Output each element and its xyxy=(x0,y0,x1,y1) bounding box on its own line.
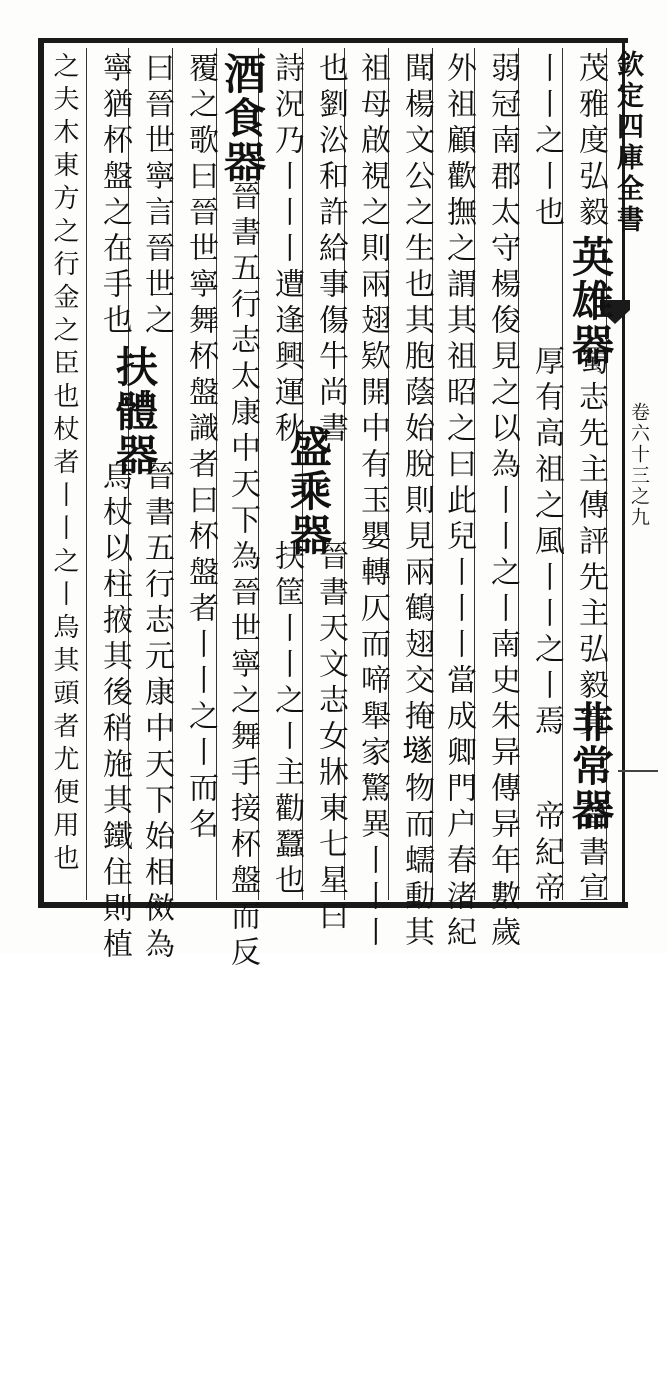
frame-top-border xyxy=(38,38,628,43)
text-column-4 xyxy=(434,52,480,952)
banxin-divider xyxy=(618,770,658,772)
entry-head-shengcheng xyxy=(284,425,333,557)
banxin-title: 欽定四庫全書 xyxy=(612,50,643,236)
column-text: 茂雅度弘毅 xyxy=(573,52,608,232)
column-text: 晉書五行志太康中天下為晉世寧之舞手接杯盤而反 xyxy=(225,180,260,972)
text-column-7-cont xyxy=(306,540,352,1388)
column-text: 烏杖以柱掖其後稍施其鐵住則植 xyxy=(97,460,132,964)
entry-heading: 扶體器 xyxy=(110,345,159,477)
text-column-5 xyxy=(392,52,438,952)
entry-head-futi xyxy=(110,345,159,477)
column-text: 祖母啟視之則兩翅欵開中有玉嬰轉仄而啼舉家驚異丨丨丨 xyxy=(355,52,390,952)
text-column-9 xyxy=(218,180,264,1028)
column-text: 弱冠南郡太守楊俊見之以為丨丨之丨南史朱异傳异年數歲 xyxy=(485,52,520,952)
column-text: 晉書五行志元康中天下始相傚為 xyxy=(139,460,174,964)
text-column-2-cont xyxy=(522,345,568,1193)
column-text: 扶筐丨丨之丨主勸蠶也 xyxy=(269,540,304,900)
entry-heading: 盛乘器 xyxy=(284,425,333,557)
column-text: 曰晉世寧言晉世之 xyxy=(139,52,174,340)
column-text: 之夫木東方之行金之臣也杖者丨丨之丨烏其頭者尤便用也 xyxy=(49,52,79,877)
volume-label: 卷六十三之九 xyxy=(628,402,650,528)
text-column-11-cont xyxy=(132,460,178,1308)
column-text: 也劉㳂和許給事傷牛尚書 xyxy=(313,52,348,448)
entry-head-feichang xyxy=(566,700,615,832)
text-column-6 xyxy=(348,52,394,952)
column-text: 蜀志先主傳評先主弘毅寛 xyxy=(573,345,608,741)
column-rule xyxy=(86,48,87,900)
text-column-13 xyxy=(48,52,86,900)
text-column-2-tail xyxy=(522,800,568,908)
column-text: 晉書宣 xyxy=(573,800,608,908)
entry-heading: 非常器 xyxy=(566,700,615,832)
column-text: 聞楊文公之生也其胞蔭始脫則見兩鶴翅交掩𡑞物而蠕動其 xyxy=(399,52,434,952)
column-text: 詩況乃丨丨丨遭逢興運秋 xyxy=(269,52,304,448)
text-column-1-tail xyxy=(566,800,612,908)
column-text: 晉書天文志女牀東七星曰 xyxy=(313,540,348,936)
column-text: 厚有高祖之風丨丨之丨焉 xyxy=(529,345,564,741)
entry-head-jiushi xyxy=(218,52,267,184)
column-text: 外祖顧歡撫之謂其祖昭之曰此兒丨丨丨當成卿門户春渚紀 xyxy=(441,52,476,952)
entry-heading: 酒食器 xyxy=(218,52,267,184)
column-text: 寧猶杯盤之在手也 xyxy=(97,52,132,340)
text-column-8-cont xyxy=(262,540,308,1388)
column-text: 帝紀帝 xyxy=(529,800,564,908)
column-text: 丨丨之丨也 xyxy=(529,52,564,232)
text-column-12-cont xyxy=(90,460,136,1308)
text-column-10 xyxy=(176,52,222,900)
text-column-3 xyxy=(478,52,524,952)
entry-heading: 英雄器 xyxy=(566,235,615,367)
column-text: 覆之歌曰晉世寧舞杯盤識者曰杯盤者丨丨之丨而名 xyxy=(183,52,218,844)
